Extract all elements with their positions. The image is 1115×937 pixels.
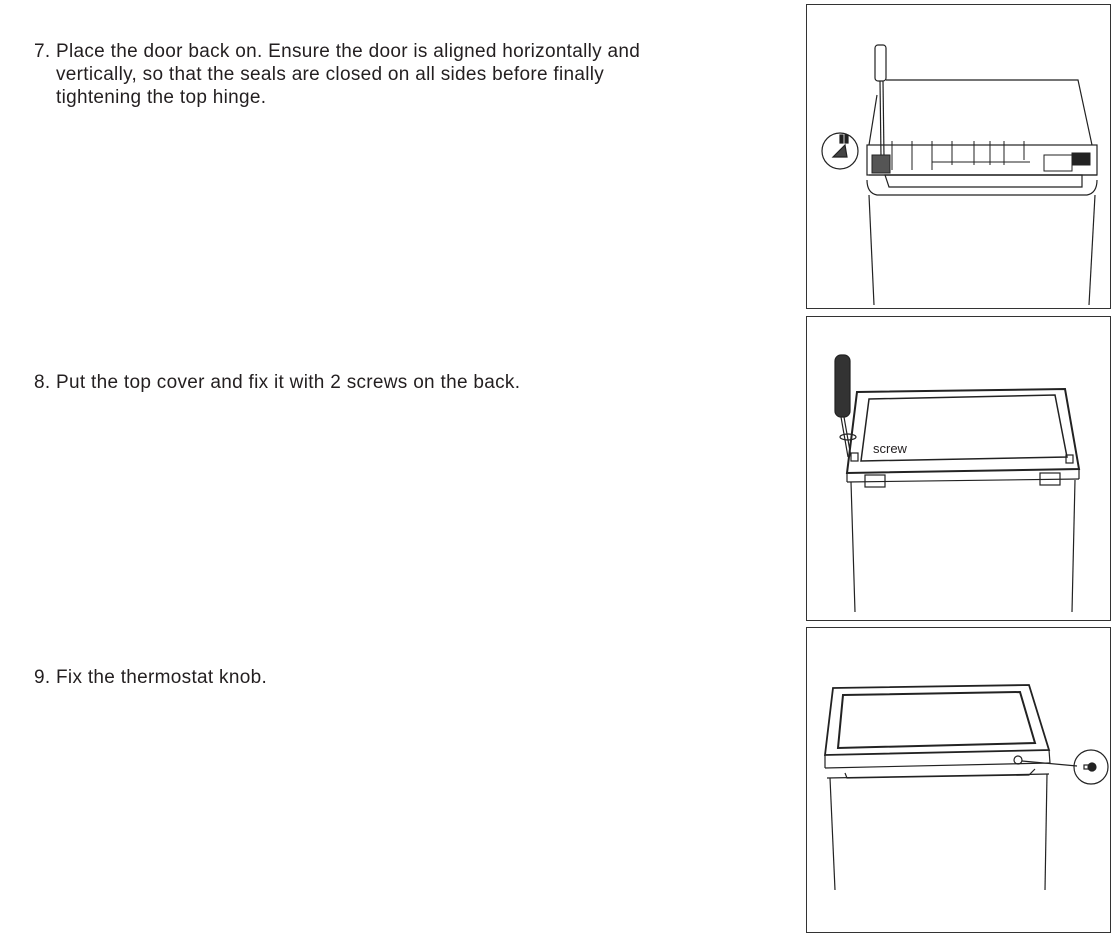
- figure-top-cover: [806, 316, 1111, 621]
- screwdriver-icon: [875, 45, 886, 157]
- thermostat-knob-icon: [1014, 756, 1022, 764]
- knob-zoom-circle-icon: [1074, 750, 1108, 784]
- screwdriver-icon: [835, 355, 856, 457]
- text-line: 9. Fix the thermostat knob.: [34, 667, 268, 688]
- top-cover-illustration: [807, 317, 1112, 622]
- screw-label: screw: [873, 441, 907, 456]
- step-8-text: [34, 371, 520, 394]
- thermostat-illustration: [807, 628, 1112, 934]
- step-7-text: [34, 40, 640, 109]
- figure-door-hinge: [806, 4, 1111, 309]
- text-line: vertically, so that the seals are closed on all sides before finally: [56, 64, 605, 85]
- text-line: 7. Place the door back on. Ensure the door is aligned horizontally and: [34, 41, 641, 62]
- fridge-door-illustration: [807, 5, 1112, 310]
- figure-thermostat-knob: [806, 627, 1111, 933]
- hinge-zoom-circle-icon: [822, 133, 858, 169]
- text-line: tightening the top hinge.: [56, 87, 267, 108]
- text-line: 8. Put the top cover and fix it with 2 screws on the back.: [34, 372, 521, 393]
- step-9-text: [34, 666, 267, 689]
